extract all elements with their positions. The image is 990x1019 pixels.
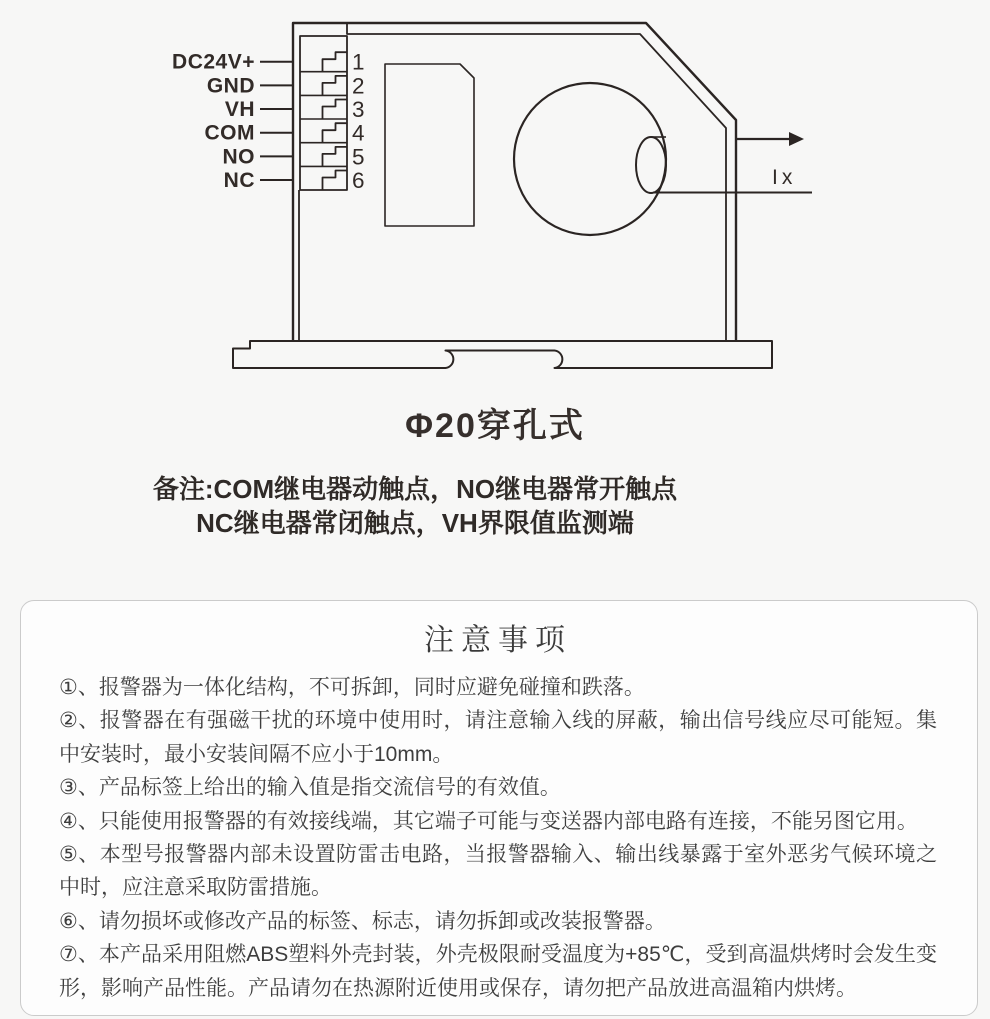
note-text [0, 472, 830, 540]
terminal-number-1: 1 [352, 49, 365, 75]
terminal-block-dividers [300, 72, 347, 167]
terminal-clamp-3 [323, 100, 348, 120]
label-plate [385, 64, 474, 226]
terminal-clamp-4 [323, 123, 348, 143]
terminal-number-2: 2 [352, 73, 365, 99]
terminal-label-dc24v: DC24V+ [172, 50, 255, 74]
terminal-label-com: COM [204, 121, 255, 145]
device-drawing [0, 0, 990, 392]
terminal-clamp-1 [323, 52, 348, 71]
notice-item: ⑦、本产品采用阻燃ABS塑料外壳封装，外壳极限耐受温度为+85℃，受到高温烘烤时会发生变形，影响产品性能。产品请勿在热源附近使用或保存，请勿把产品放进高温箱内烘烤。 [59, 943, 937, 1000]
through-hole-circle [514, 83, 666, 235]
device-inner-line [347, 23, 726, 341]
terminal-number-4: 4 [352, 120, 365, 146]
terminal-label-nc: NC [223, 169, 255, 192]
notice-item: ②、报警器在有强磁干扰的环境中使用时，请注意输入线的屏蔽，输出信号线应尽可能短。集中安装时，最小安装间隔不应小于10mm。 [59, 709, 937, 766]
wiring-diagram [0, 0, 990, 392]
terminal-clamp-2 [323, 76, 348, 96]
notice-item: ⑤、本型号报警器内部未设置防雷击电路，当报警器输入、输出线暴露于室外恶劣气候环境之中时，应注意采取防雷措施。 [59, 843, 937, 900]
terminal-label-no: NO [222, 145, 255, 169]
notice-item-list [59, 671, 937, 1005]
terminal-label-gnd: GND [206, 74, 255, 98]
wire-loop-ellipse [636, 137, 666, 193]
mounting-base [233, 341, 772, 368]
diagram-title: Φ20穿孔式 [405, 407, 585, 445]
terminal-number-5: 5 [352, 144, 365, 170]
notice-title: 注意事项 [424, 624, 572, 657]
notice-item: ③、产品标签上给出的输入值是指交流信号的有效值。 [59, 776, 561, 800]
current-label: Ix [772, 166, 797, 189]
terminal-clamp-5 [323, 147, 348, 167]
notice-box [20, 600, 978, 1016]
terminal-clamp-6 [323, 171, 348, 191]
terminal-number-3: 3 [352, 97, 365, 122]
note-line-1: 备注:COM继电器动触点，NO继电器常开触点 [152, 474, 678, 504]
terminal-wires [260, 62, 293, 180]
current-arrow-head [789, 132, 804, 146]
note-line-2: NC继电器常闭触点，VH界限值监测端 [196, 508, 634, 538]
terminal-label-vh: VH [224, 98, 255, 121]
terminal-number-6: 6 [352, 168, 365, 193]
notice-item: ①、报警器为一体化结构，不可拆卸，同时应避免碰撞和跌落。 [59, 676, 645, 699]
notice-item: ⑥、请勿损坏或修改产品的标签、标志，请勿拆卸或改装报警器。 [59, 909, 666, 933]
notice-item: ④、只能使用报警器的有效接线端，其它端子可能与变送器内部电路有连接，不能另图它用。 [59, 809, 918, 833]
